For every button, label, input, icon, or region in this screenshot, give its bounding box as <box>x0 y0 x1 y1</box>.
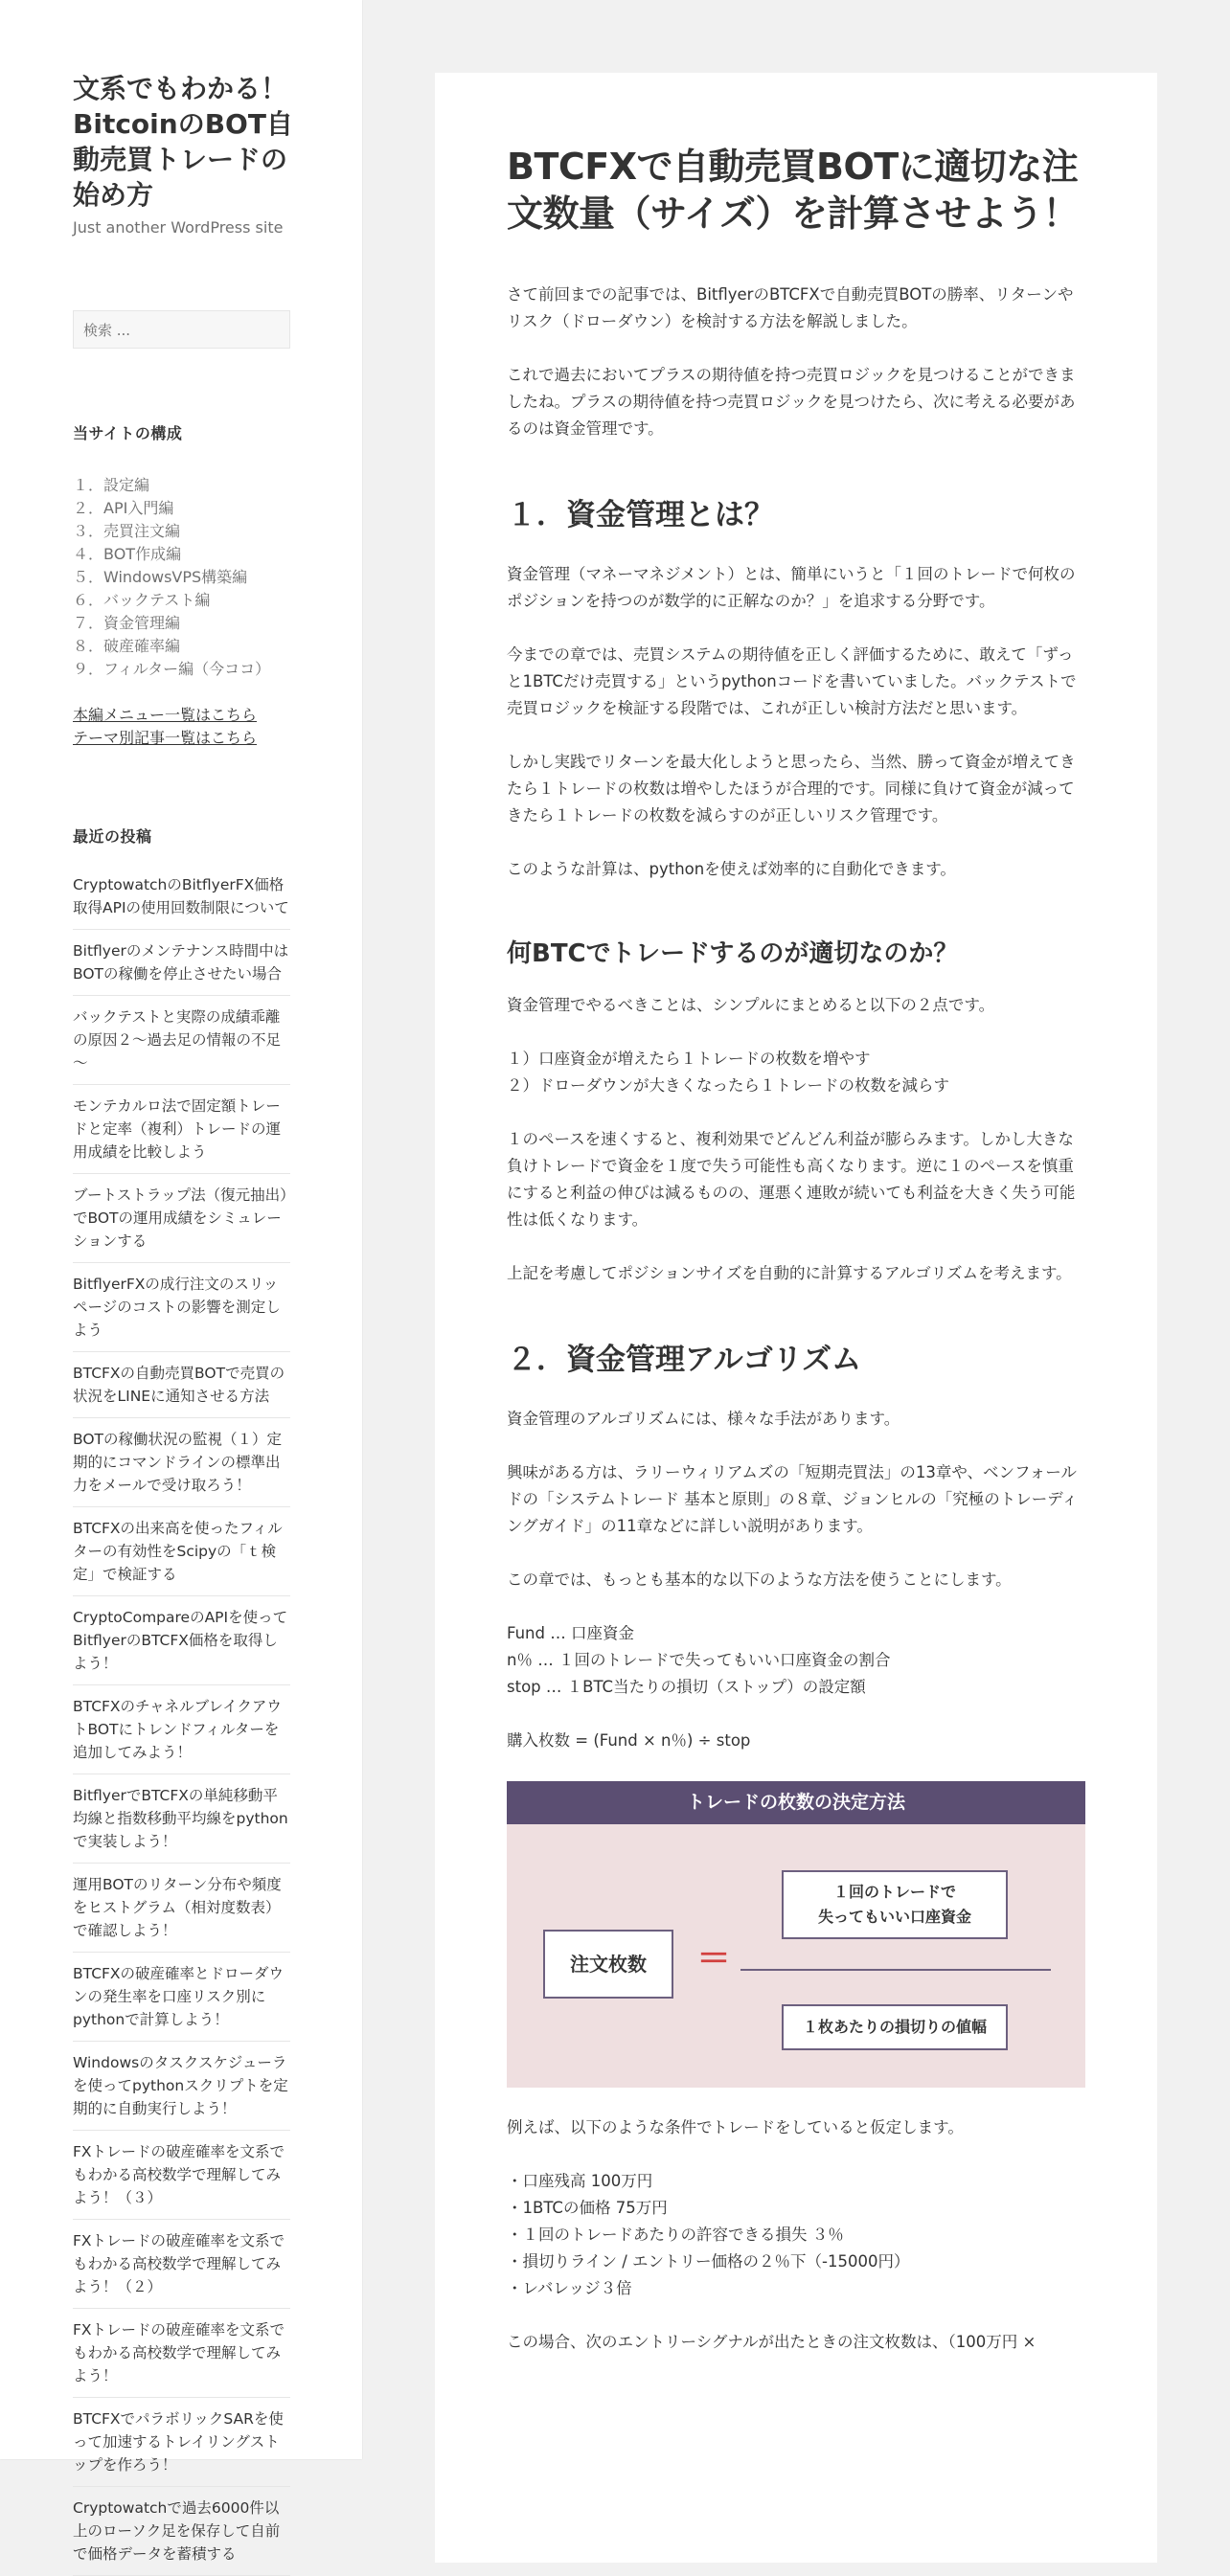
paragraph-list <box>507 1046 1085 1099</box>
recent-post-link[interactable]: Bitflyerのメンテナンス時間中はBOTの稼働を停止させたい場合 <box>73 930 290 996</box>
site-title[interactable]: 文系でもわかる！BitcoinのBOT自動売買トレードの始め方 <box>73 73 293 211</box>
diagram-fraction-line <box>740 1969 1051 1971</box>
diagram-numerator-line: 失ってもいい口座資金 <box>817 1908 971 1926</box>
paragraph: 資金管理でやるべきことは、シンプルにまとめると以下の２点です。 <box>507 996 995 1014</box>
diagram-numerator-box <box>782 1870 1008 1939</box>
list-line: ・1BTCの価格 75万円 <box>507 2199 668 2217</box>
diagram-equals-sign: ＝ <box>696 1939 732 1978</box>
paragraph: これで過去においてプラスの期待値を持つ売買ロジックを見つけることができましたね。プラスの期待値を持つ売買ロジックを見つけたら、次に考える必要があるのは資金管理です。 <box>507 366 1076 438</box>
menu-links <box>73 704 362 750</box>
recent-post-link[interactable]: BTCFXのチャネルブレイクアウトBOTにトレンドフィルターを追加してみよう！ <box>73 1685 290 1774</box>
sidebar <box>0 0 362 2563</box>
recent-posts-list <box>73 873 290 2576</box>
recent-post-link[interactable]: BTCFXの自動売買BOTで売買の状況をLINEに通知させる方法 <box>73 1352 290 1418</box>
diagram-order-size-box: 注文枚数 <box>543 1930 673 1999</box>
list-line: ２）ドローダウンが大きくなったら１トレードの枚数を減らす <box>507 1076 949 1095</box>
diagram-denominator-box: １枚あたりの損切りの値幅 <box>782 2004 1008 2050</box>
recent-post-link[interactable]: BitflyerFXの成行注文のスリッページのコストの影響を測定しよう <box>73 1263 290 1352</box>
structure-item: １．設定編 <box>73 476 150 494</box>
list-line: １）口座資金が増えたら１トレードの枚数を増やす <box>507 1050 871 1068</box>
recent-posts-title: 最近の投稿 <box>73 827 152 846</box>
site-description: Just another WordPress site <box>73 218 284 237</box>
paragraph: この場合、次のエントリーシグナルが出たときの注文枚数は、（100万円 × <box>507 2333 1036 2351</box>
paragraph: １のペースを速くすると、複利効果でどんどん利益が膨らみます。しかし大きな負けトレードで資金を１度で失う可能性も高くなります。逆に１のペースを慎重にすると利益の伸びは減るものの、運悪く連敗が続いても利益を大きく失う可能性は低くなります。 <box>507 1130 1076 1229</box>
paragraph: 興味がある方は、ラリーウィリアムズの「短期売買法」の13章や、ベンフォールドの「システムトレード 基本と原則」の８章、ジョンヒルの「究極のトレーディングガイド」の11章などに詳しい説明があります。 <box>507 1463 1078 1535</box>
list-line: ・口座残高 100万円 <box>507 2172 653 2190</box>
recent-post-link[interactable]: BTCFXの出来高を使ったフィルターの有効性をScipyの「ｔ検定」で検証する <box>73 1507 290 1596</box>
recent-post-link[interactable]: FXトレードの破産確率を文系でもわかる高校数学で理解してみよう！ <box>73 2309 290 2398</box>
section-heading: １．資金管理とは？ <box>507 498 774 532</box>
paragraph-list <box>507 2168 1085 2302</box>
structure-item: ９．フィルター編（今ココ） <box>73 660 271 678</box>
structure-item: ４．BOT作成編 <box>73 545 182 563</box>
recent-post-link[interactable]: Windowsのタスクスケジューラを使ってpythonスクリプトを定期的に自動実行しよう！ <box>73 2042 290 2131</box>
paragraph: さて前回までの記事では、BitflyerのBTCFXで自動売買BOTの勝率、リターンやリスク（ドローダウン）を検討する方法を解説しました。 <box>507 285 1074 330</box>
list-line: ・１回のトレードあたりの許容できる損失 ３％ <box>507 2226 844 2244</box>
article-content <box>507 282 1085 2356</box>
recent-post-link[interactable]: FXトレードの破産確率を文系でもわかる高校数学で理解してみよう！（３） <box>73 2131 290 2220</box>
structure-item: ８．破産確率編 <box>73 637 181 655</box>
recent-post-link[interactable]: 運用BOTのリターン分布や頻度をヒストグラム（相対度数表）で確認しよう！ <box>73 1864 290 1953</box>
paragraph: この章では、もっとも基本的な以下のような方法を使うことにします。 <box>507 1570 1012 1589</box>
formula: 購入枚数 = (Fund × n％) ÷ stop <box>507 1731 751 1750</box>
recent-post-link[interactable]: FXトレードの破産確率を文系でもわかる高校数学で理解してみよう！（２） <box>73 2220 290 2309</box>
list-line: n％ … １回のトレードで失ってもいい口座資金の割合 <box>507 1651 891 1669</box>
structure-item: ６．バックテスト編 <box>73 591 211 609</box>
list-line: stop … １BTC当たりの損切（ストップ）の設定額 <box>507 1678 866 1696</box>
recent-post-link[interactable]: BOTの稼働状況の監視（１）定期的にコマンドラインの標準出力をメールで受け取ろう！ <box>73 1418 290 1507</box>
diagram-header: トレードの枚数の決定方法 <box>507 1781 1085 1824</box>
position-size-diagram <box>507 1781 1085 2088</box>
recent-post-link[interactable]: Cryptowatchで過去6000件以上のローソク足を保存して自前で価格データを蓄積する <box>73 2487 290 2576</box>
structure-list <box>73 474 362 681</box>
structure-item: ３．売買注文編 <box>73 522 181 540</box>
article-title: BTCFXで自動売買BOTに適切な注文数量（サイズ）を計算させよう！ <box>507 146 1079 235</box>
main-menu-link[interactable]: 本編メニュー一覧はこちら <box>73 706 258 724</box>
structure-item: ２．API入門編 <box>73 499 174 517</box>
recent-post-link[interactable]: バックテストと実際の成績乖離の原因２～過去足の情報の不足～ <box>73 996 290 1085</box>
structure-item: ７．資金管理編 <box>73 614 181 632</box>
paragraph: 例えば、以下のような条件でトレードをしていると仮定します。 <box>507 2118 964 2136</box>
structure-widget-title: 当サイトの構成 <box>73 424 183 442</box>
paragraph: このような計算は、pythonを使えば効率的に自動化できます。 <box>507 860 956 878</box>
section-heading: ２．資金管理アルゴリズム <box>507 1343 862 1377</box>
paragraph: 上記を考慮してポジションサイズを自動的に計算するアルゴリズムを考えます。 <box>507 1264 1072 1282</box>
paragraph: 資金管理（マネーマネジメント）とは、簡単にいうと「１回のトレードで何枚のポジションを持つのが数学的に正解なのか？」を追求する分野です。 <box>507 565 1076 610</box>
list-line: ・レバレッジ３倍 <box>507 2279 632 2297</box>
subsection-heading: 何BTCでトレードするのが適切なのか？ <box>507 939 959 968</box>
paragraph-list <box>507 1620 1085 1701</box>
article <box>435 73 1157 2563</box>
recent-post-link[interactable]: CryptowatchのBitflyerFX価格取得APIの使用回数制限について <box>73 873 290 930</box>
recent-post-link[interactable]: BTCFXの破産確率とドローダウンの発生率を口座リスク別にpythonで計算しよう！ <box>73 1953 290 2042</box>
recent-post-link[interactable]: CryptoCompareのAPIを使ってBitflyerのBTCFX価格を取得しよう！ <box>73 1596 290 1685</box>
list-line: ・損切りライン / エントリー価格の２％下（-15000円） <box>507 2252 910 2271</box>
recent-post-link[interactable]: BTCFXでパラボリックSARを使って加速するトレイリングストップを作ろう！ <box>73 2398 290 2487</box>
paragraph: 資金管理のアルゴリズムには、様々な手法があります。 <box>507 1410 900 1428</box>
recent-post-link[interactable]: ブートストラップ法（復元抽出）でBOTの運用成績をシミュレーションする <box>73 1174 290 1263</box>
paragraph: しかし実践でリターンを最大化しようと思ったら、当然、勝って資金が増えてきたら１トレードの枚数は増やしたほうが合理的です。同様に負けて資金が減ってきたら１トレードの枚数を減らすのが正しいリスク管理です。 <box>507 753 1076 825</box>
diagram-numerator-line: １回のトレードで <box>832 1883 956 1901</box>
theme-articles-link[interactable]: テーマ別記事一覧はこちら <box>73 729 258 747</box>
recent-post-link[interactable]: BitflyerでBTCFXの単純移動平均線と指数移動平均線をpythonで実装しよう！ <box>73 1774 290 1864</box>
list-line: Fund … 口座資金 <box>507 1624 634 1642</box>
structure-item: ５．WindowsVPS構築編 <box>73 568 248 586</box>
paragraph: 今までの章では、売買システムの期待値を正しく評価するために、敢えて「ずっと1BTCだけ売買する」というpythonコードを書いていました。バックテストで売買ロジックを検証する段階では、これが正しい検討方法だと思います。 <box>507 645 1077 717</box>
search-input[interactable]: 検索 ... <box>73 310 290 349</box>
recent-post-link[interactable]: モンテカルロ法で固定額トレードと定率（複利）トレードの運用成績を比較しよう <box>73 1085 290 1174</box>
